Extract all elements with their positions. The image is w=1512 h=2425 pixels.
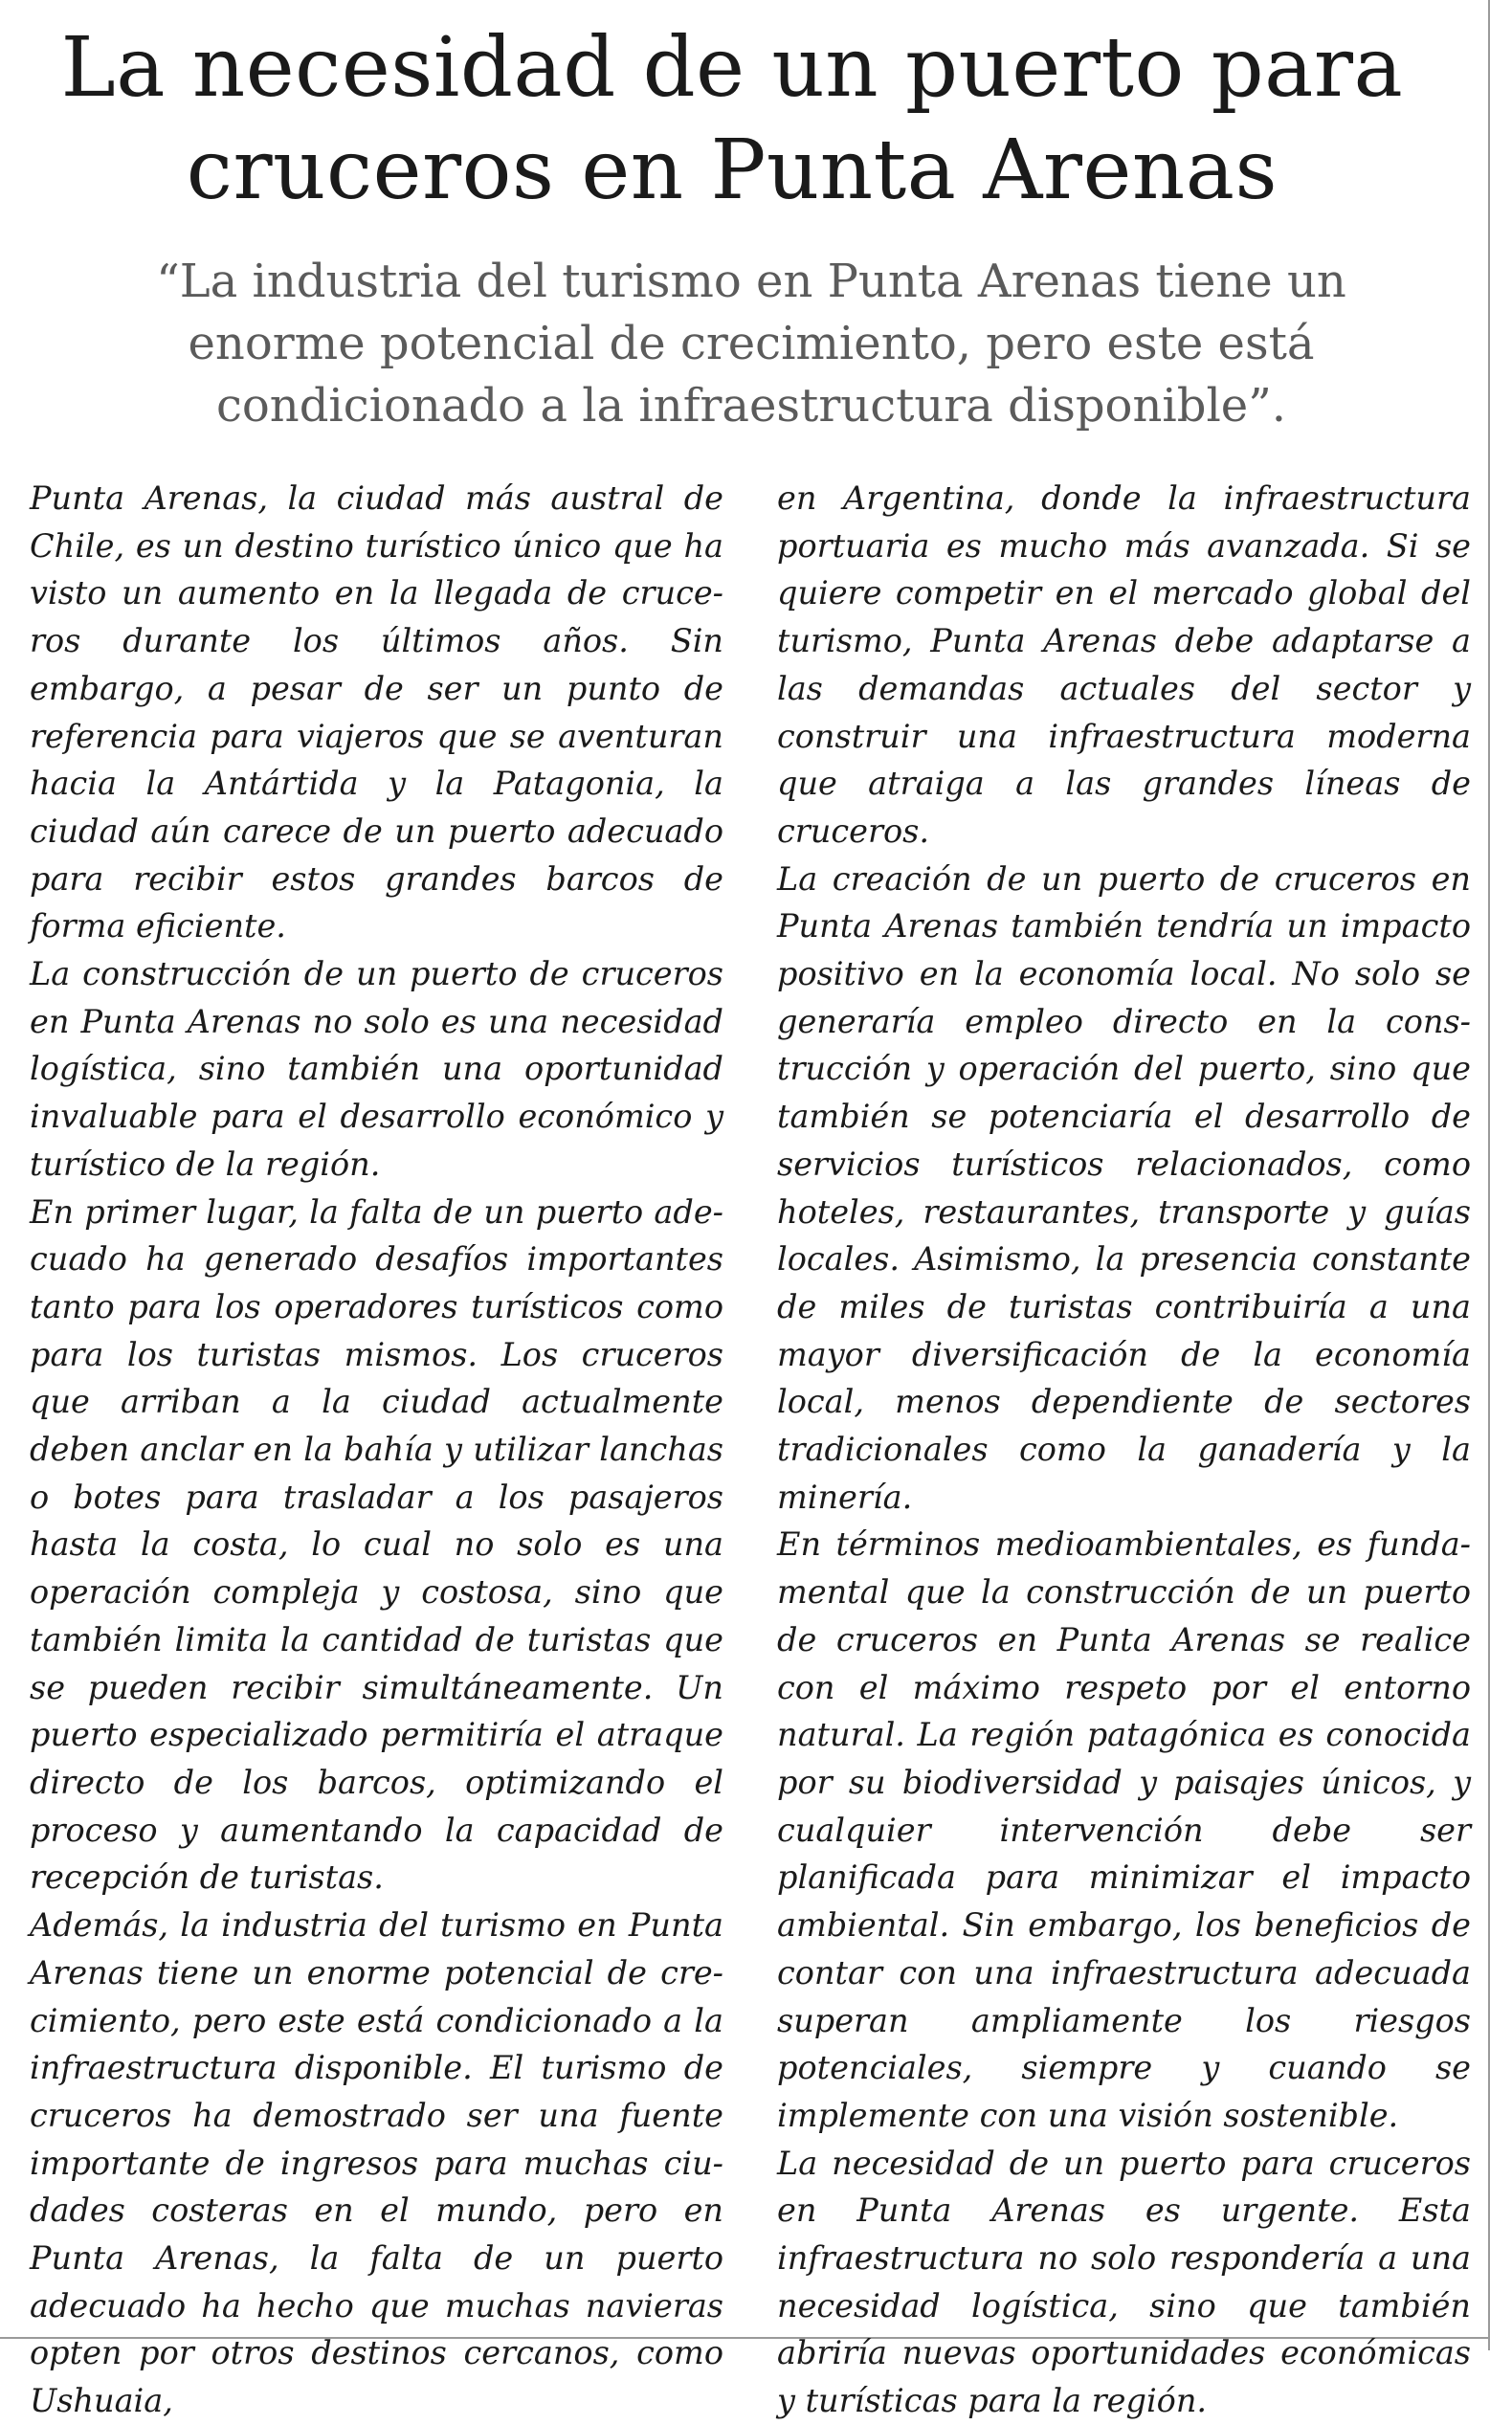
body-paragraph: en Argentina, donde la infraestructura portuaria es mucho más avanzada. Si se quiere competir en el mercado global del turismo, Punta Arenas debe adaptarse a las demandas actuales del sector y construir una infraestructura moderna que atraiga a las grandes líneas de cruceros. bbox=[777, 479, 1471, 850]
article-headline: La necesidad de un puerto para cruceros en Punta Arenas bbox=[60, 20, 1404, 218]
article-body-right-column bbox=[777, 475, 1471, 2425]
body-paragraph: En términos medioambientales, es fundamental que la construcción de un puerto de cruceros en Punta Arenas se realice con el máximo respeto por el entorno natural. La región patagónica es conocida por su biodiversidad y paisajes únicos, y cualquier intervención debe ser planificada para minimizar el impacto ambiental. Sin embargo, los beneficios de contar con una infraestructura adecuada superan ampliamente los riesgos potenciales, siempre y cuando se implemente con una visión sostenible. bbox=[777, 1525, 1471, 2134]
article-body-left-column bbox=[30, 475, 723, 2425]
body-paragraph: La necesidad de un puerto para cruceros en Punta Arenas es urgente. Esta infraestructura no solo respondería a una necesidad logística, sino que también abriría nuevas oportunidades económicas y turísticas para la región. bbox=[777, 2144, 1471, 2420]
pull-quote: “La industria del turismo en Punta Arenas tiene un enorme potencial de crecimiento, pero este está condicionado a la infraestructura disponible”. bbox=[156, 255, 1346, 433]
column-rule-right bbox=[1488, 0, 1490, 2350]
body-paragraph: Punta Arenas, la ciudad más austral de Chile, es un destino turístico único que ha visto un aumento en la llegada de cruceros durante los últimos años. Sin embargo, a pesar de ser un punto de referencia para viajeros que se aventuran hacia la Antártida y la Patagonia, la ciudad aún carece de un puerto adecuado para recibir estos grandes barcos de forma eficiente. bbox=[30, 479, 723, 946]
body-paragraph: En primer lugar, la falta de un puerto adecuado ha generado desafíos importantes tanto para los operadores turísticos como para los turistas mismos. Los cruceros que arriban a la ciudad actualmente deben anclar en la bahía y utilizar lanchas o botes para trasladar a los pasajeros hasta la costa, lo cual no solo es una operación compleja y costosa, sino que también limita la cantidad de turistas que se pueden recibir simultáneamente. Un puerto especializado permitiría el atraque directo de los barcos, optimizando el proceso y aumentando la capacidad de recepción de turistas. bbox=[30, 1192, 723, 1897]
body-paragraph: La construcción de un puerto de cruceros en Punta Arenas no solo es una necesidad logística, sino también una oportunidad invaluable para el desarrollo económico y turístico de la región. bbox=[30, 955, 723, 1183]
body-paragraph: Además, la industria del turismo en Punta Arenas tiene un enorme potencial de crecimiento, pero este está condicionado a la infraestructura disponible. El turismo de cruceros ha demostrado ser una fuente importante de ingresos para muchas ciudades costeras en el mundo, pero en Punta Arenas, la falta de un puerto adecuado ha hecho que muchas navieras opten por otros destinos cercanos, como Ushuaia, bbox=[30, 1906, 723, 2420]
body-paragraph: La creación de un puerto de cruceros en Punta Arenas también tendría un impacto positivo en la economía local. No solo se generaría empleo directo en la construcción y operación del puerto, sino que también se potenciaría el desarrollo de servicios turísticos relacionados, como hoteles, restaurantes, transporte y guías locales. Asimismo, la presencia constante de miles de turistas contribuiría a una mayor diversificación de la economía local, menos dependiente de sectores tradicionales como la ganadería y la minería. bbox=[777, 859, 1471, 1516]
